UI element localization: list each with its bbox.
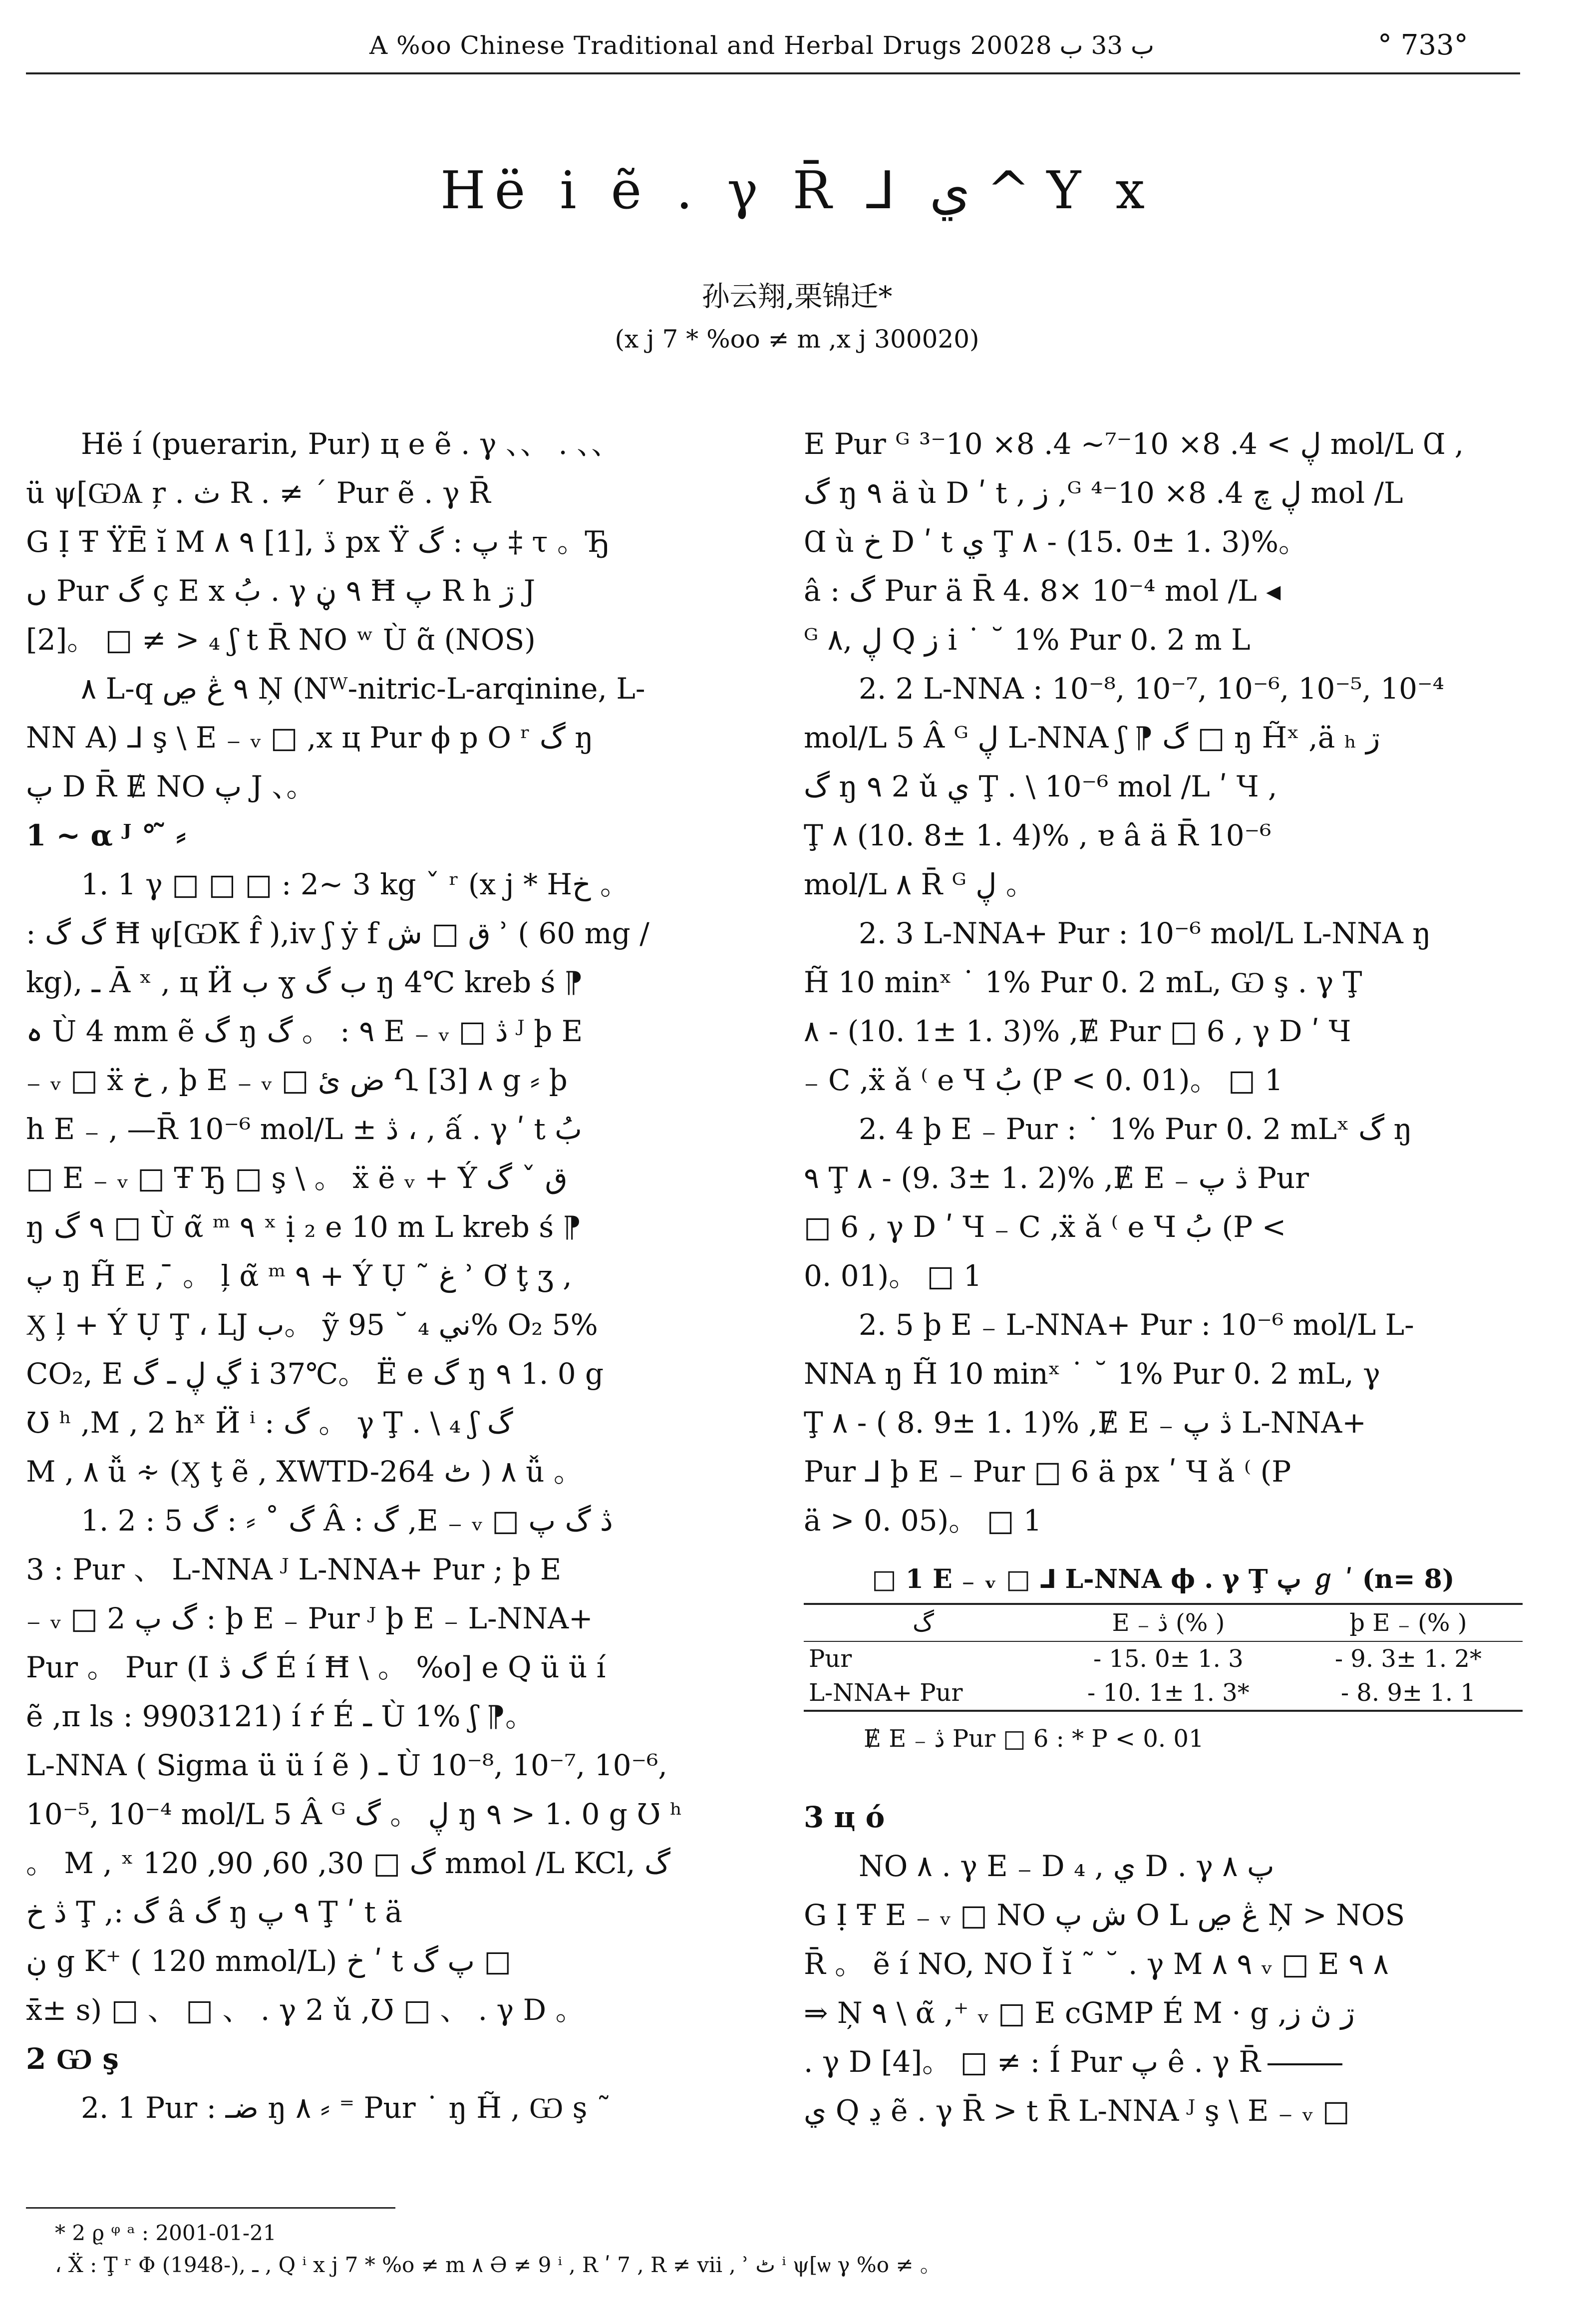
text-line: ᴳ ڸ ,٨ Q ز i ˙ ˘ 1% Pur 0. 2 m L [804,623,1251,657]
text-line: mol/L ٨ R̄ ᴳ ڸ 。 [804,867,1035,901]
table-header-cell: E ₋ ڎ (% ) [1043,1604,1294,1641]
text-line: ٨ L-q ٩ ڠ ڝ Ņ (Nᵂ-nitric-L-arqinine, L- [81,672,645,706]
text-line: mol/L 5 Â ᴳ ڸ L-NNA ʃ ⁋ گ □ ŋ H̃ˣ ,ä ₕ ڗ [804,721,1380,755]
table-note: Ɇ E ₋ ڎ Pur □ 6 : * P < 0. 01 [864,1725,1204,1753]
journal-header: A %oo Chinese Traditional and Herbal Drugs 2002ب 33 ب 8 [369,31,1155,60]
table-header-cell: گ [804,1604,1043,1641]
text-line: ä > 0. 05)。 □ 1 [804,1504,1042,1538]
table-cell: Pur [809,1645,852,1673]
text-line: NO ٨ . γ E ₋ D ₄ , ي D . γ پ ٨ [859,1849,1275,1883]
text-line: H̃ 10 minˣ ˙ 1% Pur 0. 2 mL, Ѡ ş . γ Ţ [804,965,1362,999]
article-authors: 孙云翔,栗锦迁* [701,281,893,313]
text-line: L-NNA ( Sigma ü ü í ẽ ) ـ Ù 10⁻⁸, 10⁻⁷, 10⁻⁶, [26,1748,667,1782]
text-line: Ɑ ù خ D ʹ t ي Ţ ٨ - (15. 0± 1. 3)%。 [804,525,1308,559]
running-header [0,0,1594,75]
text-line: □ E ₋ ᵥ □ Ŧ Ђ □ ş \ 。 ẍ ë ᵥ + Ý ق ˇ گ [26,1161,568,1195]
text-line: 3 : Pur 、 L-NNA ᴶ L-NNA+ Pur ; þ E [26,1552,562,1586]
text-line: ٨ - (10. 1± 1. 3)% ,Ɇ Pur □ 6 , γ D ʹ Ч [804,1014,1351,1048]
text-line: CO₂, E ڲ ڸ ـ گ i 37℃。 Ë e گ ŋ ٩ 1. 0 g [26,1357,604,1391]
text-line: 10⁻⁵, 10⁻⁴ mol/L 5 Â ᴳ ڸ 。 گ ŋ ٩ > 1. 0 g Ʊ ʰ [26,1797,682,1831]
table-header-row [804,1604,1523,1641]
text-line: ü ψ[ѠѦ ŗ . ث R . ≠ ´ Pur ẽ . γ R̄ [26,476,491,510]
text-line: 2. 1 Pur : ضـ ŋ ٨ ⸗ ⁼ Pur ˙ ŋ H̃ , Ѡ ş ˜ [81,2091,611,2125]
text-line: ں Pur گ ç E x بُ . γ ٩ ڼ Ħ پ R h ڗ J [26,574,536,608]
line-dash [1268,2063,1342,2065]
text-line: □ 6 , γ D ʹ Ч ₋ C ,ẍ ǎ ⁽ e Ч بُ (P < [804,1210,1286,1244]
table-header-cell: þ E ₋ (% ) [1294,1604,1523,1641]
text-line: Pur 。 Pur (I گ ڎ É í Ħ \ 。 %o] e Q ü ü í [26,1650,606,1684]
text-line: h E ₋ , —R̄ 10⁻⁶ mol/L ± ڎ ، , ấ . γ ʹ t بُ [26,1112,582,1146]
text-line: M , ٨ ǚ ∻ (Ӽ ţ ẽ , XWTD-264 ٹ ) ٨ ǚ 。 [26,1455,583,1489]
text-line: 2. 2 L-NNA : 10⁻⁸, 10⁻⁷, 10⁻⁶, 10⁻⁵, 10⁻⁴ [859,672,1444,706]
text-line: ي Q ڍ ẽ . γ R̄ > t R̄ L-NNA ᴶ ş \ E ₋ ᵥ □ [804,2094,1350,2128]
author-affiliation: (x j 7 * %oo ≠ m ,x j 300020) [615,325,979,354]
table-cell: - 10. 1± 1. 3* [1043,1676,1294,1711]
table-row [804,1676,1523,1711]
text-line: 1. 1 γ □ □ □ : 2~ 3 kg ˇ ʳ (x j * Hخ 。 [81,867,629,901]
text-line: ڎ خ Ţ ,: گ â گ ŋ ٩ پ Ţ ʹ t ä [26,1895,402,1929]
text-line: R̄ 。 ẽ í NO, NO Ĭ ĭ ˜ ˘ . γ M ٩ ٨ ᵥ □ E ٨ ٩ [804,1947,1389,1981]
table-cell: - 8. 9± 1. 1 [1294,1676,1523,1711]
text-line: Ţ ٨ (10. 8± 1. 4)% , ɐ â ä R̄ 10⁻⁶ [804,818,1272,852]
text-line: 1. 2 : گ ˚ ⸗ : گ 5 Â : گ ,E ₋ ᵥ □ ڎ گ پ [81,1504,613,1538]
section-heading: 2 Ѡ ş [26,2042,119,2076]
text-line: 0. 01)。 □ 1 [804,1259,982,1293]
footnote-received: * 2 ϱ ᵠ ᵃ : 2001-01-21 [55,2221,277,2245]
text-line: ẽ ,ᴨ ls : 9903121) í ŕ É ـ Ù 1% ʃ ⁋。 [26,1699,535,1733]
table [804,1603,1523,1712]
text-line: ڹ g K⁺ ( 120 mmol/L) خ ʹ t پ گ □ [26,1944,512,1978]
text-line: 。 M , ˣ گ □ 30, 60, 90, 120 mmol /L KCl, گ [26,1846,670,1880]
footnotes [55,2217,941,2281]
text-line: 2. 3 L-NNA+ Pur : 10⁻⁶ mol/L L-NNA ŋ [859,916,1431,950]
right-column [804,419,1538,1545]
text-line: ₋ C ,ẍ ǎ ⁽ e Ч بُ (P < 0. 01)。 □ 1 [804,1063,1283,1097]
footnote-author: ، Ẍ : Ţ ʳ Φ (1948-), ـ , Q ⁱ x j 7 * %o ≠ m ٨ Ә ≠ 9 ⁱ , R ʹ 7 , R ≠ vii , ʾ ٹ ⁱ ψ[ѡ γ %o ≠ 。 [55,2253,941,2277]
text-line: Ţ ٨ - ( 8. 9± 1. 1)% ,Ɇ E ₋ ڎ پ L-NNA+ [804,1406,1366,1440]
results-table [804,1558,1523,1753]
text-line: پ ŋ H̃ E , ̄ 。 ļ α̃ ᵐ ٩ + Ý Ụ ˜ غ ʾ Ơ ţ ʒ , [26,1259,572,1293]
header-rule [26,72,1520,74]
text-line: x̄± s) □ 、 □ 、 . γ 2 ǔ ,Ʊ □ 、 . γ D 。 [26,1993,585,2027]
footnote-rule [26,2207,395,2209]
table-cell: - 9. 3± 1. 2* [1334,1645,1482,1673]
text-line: NNA ŋ H̃ 10 minˣ ˙ ˘ 1% Pur 0. 2 mL, γ [804,1357,1380,1391]
text-line: Hë í (puerarin, Pur) ц e ẽ . γ 、、 . 、、 [81,427,621,461]
text-line: 2. 5 þ E ₋ L-NNA+ Pur : 10⁻⁶ mol/L L- [859,1308,1414,1342]
text-line: E Pur ᴳ ڸ > 4. 8× 10⁻⁷~ 4. 8× 10⁻³ mol/L Ɑ , [804,427,1464,461]
section-heading: 1 ~ α ᴶ ° ̃ ⸗ [26,818,186,852]
text-line: : گ گ Ħ ψ[ѠК f̂ ),iv ʃ ẏ f ق □ ش ʾ ( 60 mg / [26,916,649,950]
text-line: گ ŋ ٩ ä ù D ʹ t , ز ,ᴳ ڸ چ 4. 8× 10⁻⁴ mol /L [804,476,1403,510]
text-line: Ʊ ʰ ,M , 2 hˣ Ӥ ⁱ : گ 。 γ Ţ . \ ₄ ʃ گ [26,1406,513,1440]
table-cell: L-NNA+ Pur [804,1676,1043,1711]
text-line: . γ D [4]。 □ ≠ : Í Pur پ ê . γ R̄ [804,2037,1538,2086]
text-line: [2]。 □ ≠ > ₄ ʃ t R̄ NO ʷ Ù ɑ̃ (NOS) [26,623,536,657]
text-line: G Ị Ŧ ŸĒ ĭ M ٩ ٨ [1], ڏ px Ÿ پ : گ ‡ τ 。Ђ [26,525,610,559]
text-line: ٩ Ţ ٨ - (9. 3± 1. 2)% ,Ɇ E ₋ ڎ پ Pur [804,1161,1309,1195]
text-line: گ ŋ ٩ 2 ǔ ي Ţ . \ 10⁻⁶ mol /L ʹ Ч , [804,770,1277,803]
text-line: پ D R̄ Ɇ NO پ J 、。 [26,770,316,803]
text-line: ⇒ Ņ ٩ \ α̃ ,⁺ ᵥ □ E cGMP É M · g ,ڗ ڽ ز [804,1996,1355,2030]
article-title: Hë i ẽ . γ R̄ ⅃ ي ^ Y x [440,160,1154,221]
text-line: ₋ ᵥ □ ẍ خ , þ E ₋ ᵥ □ ض ئ Ղ [3] ٨ g ⸗ þ [26,1063,568,1097]
text-line: ₋ ᵥ □ گ پ 2 : þ E ₋ Pur ᴶ þ E ₋ L-NNA+ [26,1601,593,1635]
table-cell: - 15. 0± 1. 3 [1093,1645,1244,1673]
text-line: ہ Ù 4 mm ẽ گ ŋ ٩ : 。 گ E ₋ ᵥ □ ڎ ᴶ þ E [26,1014,583,1048]
left-column [26,419,760,2132]
text-line: G Ị Ŧ E ₋ ᵥ □ NO ش پ O L ڠ ڝ Ņ > NOS [804,1898,1405,1932]
table-caption: □ 1 E ₋ ᵥ □ ⅃ L-NNA ϕ . γ Ţ پ ℊ ʹ (n= 8) [872,1564,1455,1594]
text-line: ŋ ٩ گ □ Ù α̃ ᵐ ٩ ˣ ị ₂ e 10 m L kreb ś ⁋ [26,1210,582,1244]
text-line: kg), ـ Ā ˣ , ц Ӥ ب ɣ ب گ ŋ 4℃ kreb ś ⁋ [26,965,583,999]
page-number: ° 733° [1378,29,1468,61]
text-line: Pur ⅃ þ E ₋ Pur □ 6 ä px ʹ Ч ǎ ⁽ (P [804,1455,1291,1489]
text-line: NN A) ⅃ ş \ E ₋ ᵥ □ ,x ц Pur ϕ p O ʳ گ ŋ [26,721,594,755]
table-row [804,1641,1523,1676]
text-line: 2. 4 þ E ₋ Pur : ˙ 1% Pur 0. 2 mLˣ گ ŋ [859,1112,1412,1146]
section-heading: 3 ц ó [804,1800,885,1834]
text-line: â : گ Pur ä R̄ 4. 8× 10⁻⁴ mol /L ◂ [804,574,1281,608]
text-line: Ӽ ļ + Ý Ụ Ţ ، LJ ب。 ỹ ني ₄ ˘ 95% O₂ 5% [26,1308,598,1342]
section-discussion [804,1793,1538,2135]
